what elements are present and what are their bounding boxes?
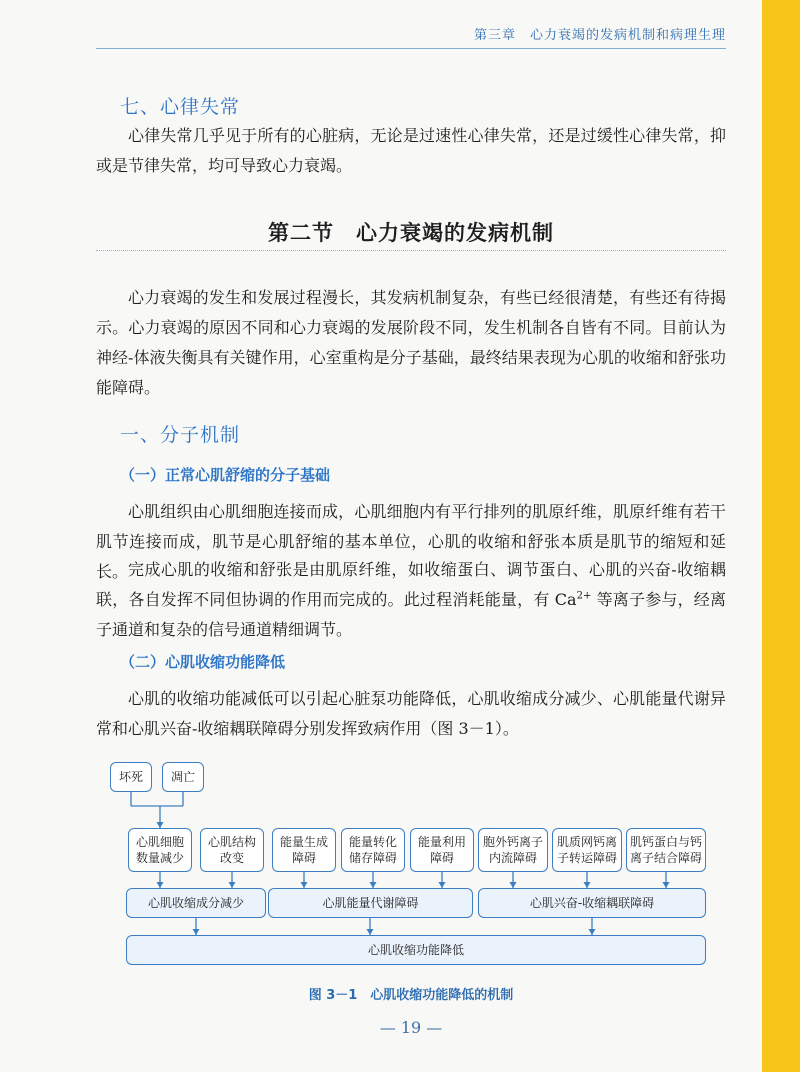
box-cause-energy-generation (272, 828, 336, 872)
box-line: 离子结合障碍 (629, 851, 702, 865)
box-text (630, 834, 702, 866)
box-text (418, 834, 466, 866)
box-text (208, 834, 256, 866)
box-line: 心肌结构 (207, 835, 256, 849)
box-line: 胞外钙离子 (482, 835, 543, 849)
box-cause-structure-change (200, 828, 264, 872)
section-heading-molecular: 一、分子机制 (120, 424, 241, 446)
box-line: 心肌细胞 (135, 835, 184, 849)
box-cause-energy-storage (341, 828, 405, 872)
paragraph-reduced-contraction: 心肌的收缩功能减低可以引起心脏泵功能降低，心肌收缩成分减少、心肌能量代谢异常和心肌兴奋-收缩耦联障碍分别发挥致病作用（图 3－1）。 (96, 689, 726, 738)
box-apoptosis: 凋亡 (162, 762, 204, 792)
box-cause-sr-calcium (552, 828, 622, 872)
box-line: 能量转化 (348, 835, 397, 849)
box-line: 肌钙蛋白与钙 (629, 835, 702, 849)
figure-caption: 图 3－1 心肌收缩功能降低的机制 (308, 988, 514, 1003)
box-line: 数量减少 (135, 851, 184, 865)
chapter-title: 第二节 心力衰竭的发病机制 (268, 220, 554, 245)
box-group-components: 心肌收缩成分减少 (126, 888, 266, 918)
box-cause-energy-use (410, 828, 474, 872)
box-line: 能量利用 (417, 835, 466, 849)
box-necrosis: 坏死 (110, 762, 152, 792)
box-group-energy: 心肌能量代谢障碍 (268, 888, 473, 918)
figure-3-1-diagram (96, 754, 726, 974)
subheading-reduced-contraction: （二）心肌收缩功能降低 (120, 653, 286, 671)
box-group-ec-coupling: 心肌兴奋-收缩耦联障碍 (478, 888, 706, 918)
section-heading-arrhythmia: 七、心律失常 (120, 96, 241, 118)
paragraph-myocardium-structure: 心肌组织由心肌细胞连接而成，心肌细胞内有平行排列的肌原纤维，肌原纤维有若干肌节连接而成，肌节是心肌舒缩的基本单位，心肌的收缩和舒张本质是肌节的缩短和延长。 (96, 502, 726, 581)
running-head: 第三章 心力衰竭的发病机制和病理生理 (96, 24, 726, 49)
box-text (483, 834, 543, 866)
superscript-charge: 2+ (576, 590, 592, 602)
box-line: 能量生成 (279, 835, 328, 849)
chapter-divider (96, 250, 726, 251)
box-line: 肌质网钙离 (556, 835, 617, 849)
box-line: 内流障碍 (488, 851, 537, 865)
subheading-normal-contraction: （一）正常心肌舒缩的分子基础 (120, 466, 331, 484)
box-line: 改变 (219, 851, 244, 865)
box-text (349, 834, 397, 866)
page-number: — 19 — (379, 1018, 443, 1037)
text-fragment: 完成心肌的收缩和舒张是由肌原纤维，如收缩蛋白、调节蛋白、心肌的兴奋-收缩耦联，各自发挥不同但协调的作用而完成的。此过程消耗能量，有 Ca (96, 560, 726, 609)
text-fragment: 等离子参与，经离子通道和复杂的信号通道精细调节。 (96, 590, 726, 639)
box-text (136, 834, 184, 866)
box-text (280, 834, 328, 866)
paragraph-contraction-process (96, 555, 726, 645)
box-cause-cell-loss (128, 828, 192, 872)
paragraph-intro: 心力衰竭的发生和发展过程漫长，其发病机制复杂，有些已经很清楚，有些还有待揭示。心力衰竭的原因不同和心力衰竭的发展阶段不同，发生机制各自皆有不同。目前认为神经-体液失衡具有关键作用，心室重构是分子基础，最终结果表现为心肌的收缩和舒张功能障碍。 (96, 288, 726, 397)
box-result: 心肌收缩功能降低 (126, 935, 706, 965)
box-text (557, 834, 617, 866)
box-line: 储存障碍 (348, 851, 397, 865)
box-line: 障碍 (429, 851, 454, 865)
box-cause-calcium-influx (478, 828, 548, 872)
box-line: 障碍 (291, 851, 316, 865)
box-line: 子转运障碍 (556, 851, 617, 865)
box-cause-troponin-calcium (626, 828, 706, 872)
paragraph-arrhythmia: 心律失常几乎见于所有的心脏病，无论是过速性心律失常，还是过缓性心律失常，抑或是节律失常，均可导致心力衰竭。 (96, 126, 726, 175)
